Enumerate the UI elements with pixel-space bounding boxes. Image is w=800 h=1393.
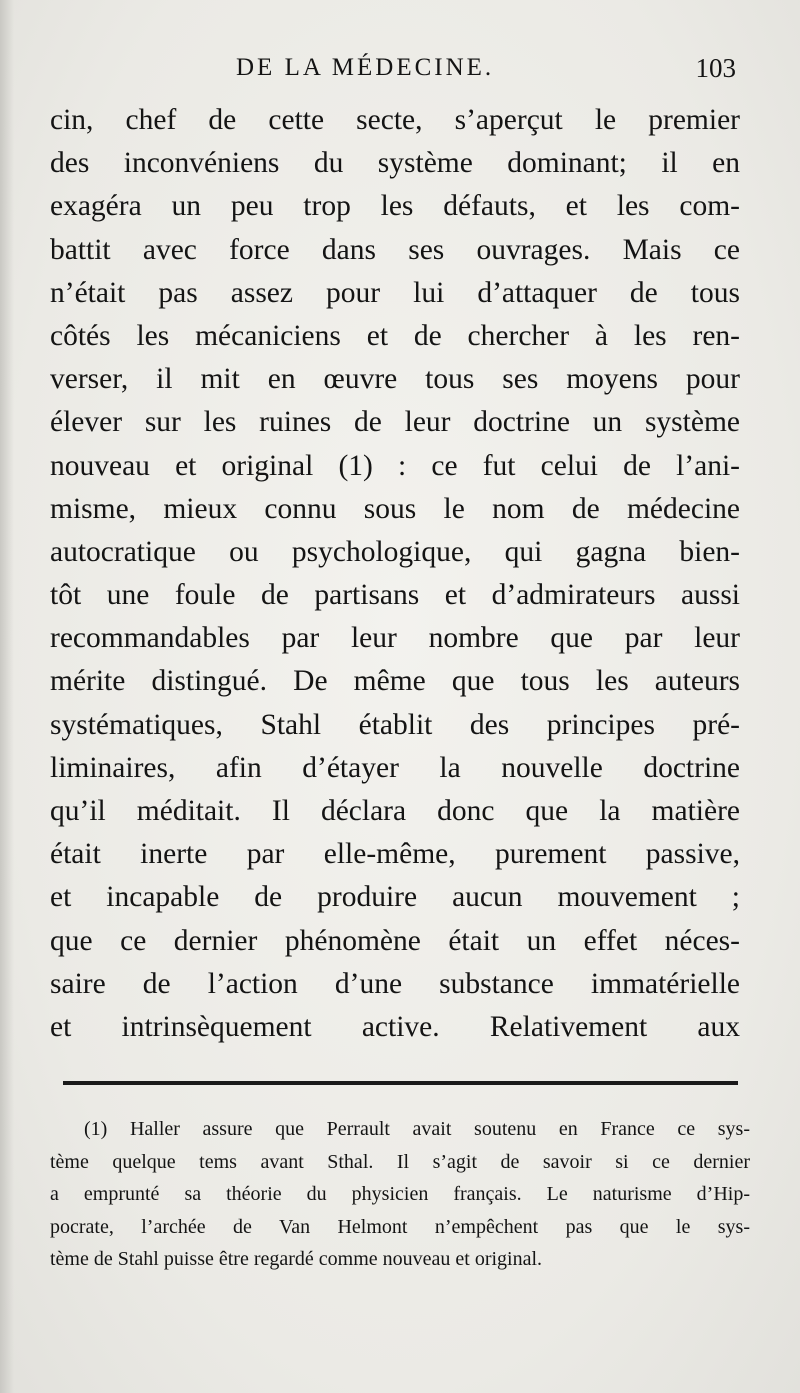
body-line: saire de l’action d’une substance immatérielle bbox=[50, 967, 740, 1000]
body-line: cin, chef de cette secte, s’aperçut le premier bbox=[50, 104, 740, 136]
footnote-line: a emprunté sa théorie du physicien français. Le naturisme d’Hip- bbox=[50, 1183, 750, 1205]
body-line: élever sur les ruines de leur doctrine un système bbox=[50, 406, 740, 439]
body-line: et intrinsèquement active. Relativement aux bbox=[50, 1010, 740, 1043]
body-line: recommandables par leur nombre que par leur bbox=[50, 622, 740, 655]
body-line: nouveau et original (1) : ce fut celui de l’ani- bbox=[50, 449, 740, 482]
body-line: exagéra un peu trop les défauts, et les com- bbox=[50, 190, 740, 223]
body-text bbox=[50, 99, 740, 1049]
footnote-line: tème de Stahl puisse être regardé comme nouveau et original. bbox=[50, 1248, 543, 1270]
body-line: que ce dernier phénomène était un effet néces- bbox=[50, 924, 740, 957]
body-line: des inconvéniens du système dominant; il en bbox=[50, 147, 740, 180]
footnote bbox=[50, 1113, 750, 1276]
body-line: mérite distingué. De même que tous les auteurs bbox=[50, 665, 740, 698]
page-edge-shadow bbox=[0, 0, 14, 1393]
page-number: 103 bbox=[695, 53, 736, 83]
footnote-rule bbox=[63, 1081, 738, 1085]
footnote-line: pocrate, l’archée de Van Helmont n’empêchent pas que le sys- bbox=[50, 1215, 750, 1238]
body-line: verser, il mit en œuvre tous ses moyens pour bbox=[50, 363, 740, 396]
body-line: et incapable de produire aucun mouvement ; bbox=[50, 881, 740, 914]
running-title: DE LA MÉDECINE. bbox=[236, 54, 495, 81]
body-line: tôt une foule de partisans et d’admirateurs aussi bbox=[50, 579, 740, 612]
footnote-line: tème quelque tems avant Sthal. Il s’agit de savoir si ce dernier bbox=[50, 1150, 750, 1173]
running-head bbox=[50, 48, 740, 88]
body-line: était inerte par elle-même, purement passive, bbox=[50, 838, 740, 871]
body-line: battit avec force dans ses ouvrages. Mais ce bbox=[50, 233, 740, 266]
body-line: n’était pas assez pour lui d’attaquer de tous bbox=[50, 276, 740, 309]
body-line: liminaires, afin d’étayer la nouvelle doctrine bbox=[50, 751, 740, 784]
body-line: systématiques, Stahl établit des principes pré- bbox=[50, 708, 740, 741]
body-line: côtés les mécaniciens et de chercher à les ren- bbox=[50, 319, 740, 352]
body-line: autocratique ou psychologique, qui gagna bien- bbox=[50, 535, 740, 568]
footnote-line: (1) Haller assure que Perrault avait soutenu en France ce sys- bbox=[84, 1118, 750, 1140]
body-line: qu’il méditait. Il déclara donc que la matière bbox=[50, 795, 740, 827]
body-line: misme, mieux connu sous le nom de médecine bbox=[50, 492, 740, 525]
